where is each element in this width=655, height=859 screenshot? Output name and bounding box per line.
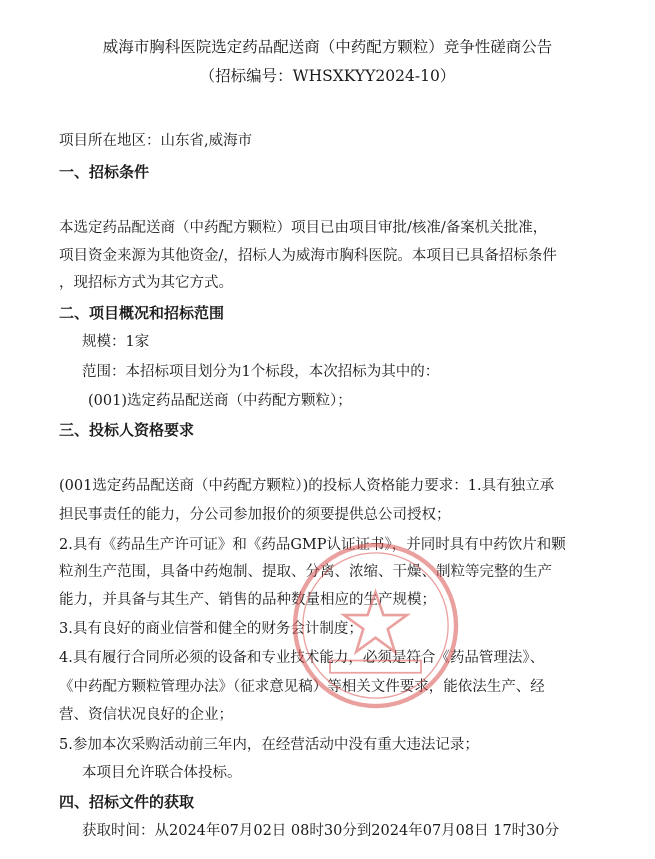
section-2-lot: (001)选定药品配送商（中药配方颗粒）； (88, 393, 352, 409)
section-2-heading: 二、项目概况和招标范围 (59, 304, 225, 322)
section-4-time: 获取时间：从2024年07月02日 08时30分到2024年07月08日 17时30分 (82, 823, 560, 839)
doc-code: （招标编号：WHSXKYY2024-10） (199, 67, 456, 85)
section-3-text-7: 4.具有履行合同所必须的设备和专业技术能力，必须是符合《药品管理法》、 (59, 650, 545, 666)
section-2-scale: 规模：1家 (82, 334, 150, 350)
section-3-text-11: 本项目允许联合体投标。 (82, 765, 242, 781)
section-1-text-2: 项目资金来源为其他资金/，招标人为威海市胸科医院。本项目已具备招标条件 (59, 248, 557, 264)
section-3-text-2: 担民事责任的能力，分公司参加报价的须要提供总公司授权； (59, 507, 451, 523)
doc-title: 威海市胸科医院选定药品配送商（中药配方颗粒）竞争性磋商公告 (102, 38, 553, 56)
section-3-text-9: 营、资信状况良好的企业； (59, 707, 233, 723)
project-region: 项目所在地区：山东省,威海市 (59, 133, 253, 149)
section-3-text-10: 5.参加本次采购活动前三年内，在经营活动中没有重大违法记录； (59, 737, 479, 753)
section-3-text-4: 粒剂生产范围，具备中药炮制、提取、分离、浓缩、干燥、制粒等完整的生产 (59, 564, 552, 580)
section-2-scope: 范围：本招标项目划分为1个标段，本次招标为其中的： (82, 364, 440, 380)
section-3-text-1: (001选定药品配送商（中药配方颗粒）)的投标人资格能力要求：1.具有独立承 (59, 478, 555, 494)
section-3-text-5: 能力，并具备与其生产、销售的品种数量相应的生产规模； (59, 592, 436, 608)
section-3-text-6: 3.具有良好的商业信誉和健全的财务会计制度； (59, 621, 363, 637)
section-3-text-3: 2.具有《药品生产许可证》和《药品GMP认证证书》，并同时具有中药饮片和颗 (59, 537, 566, 553)
section-1-text-3: ，现招标方式为其它方式。 (59, 275, 233, 291)
section-4-heading: 四、招标文件的获取 (59, 793, 195, 811)
section-1-heading: 一、招标条件 (59, 163, 150, 181)
section-1-text-1: 本选定药品配送商（中药配方颗粒）项目已由项目审批/核准/备案机关批准， (59, 220, 548, 236)
section-3-text-8: 《中药配方颗粒管理办法》（征求意见稿）等相关文件要求，能依法生产、经 (59, 679, 545, 695)
section-3-heading: 三、投标人资格要求 (59, 421, 195, 439)
